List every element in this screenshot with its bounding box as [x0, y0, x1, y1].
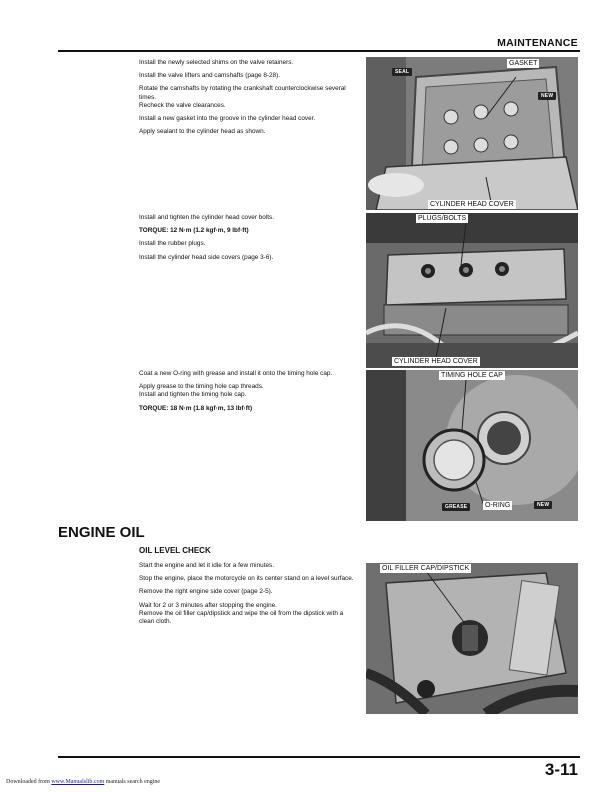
- label-plugs-bolts: PLUGS/BOLTS: [418, 215, 467, 222]
- tag-new: NEW: [534, 501, 552, 509]
- paragraph: Wait for 2 or 3 minutes after stopping the engine.: [139, 601, 277, 609]
- paragraph: Rotate the camshafts by rotating the crankshaft counterclockwise several times.: [139, 85, 346, 101]
- text-block-cover-install: [139, 214, 357, 267]
- paragraph: Install a new gasket into the groove in the cylinder head cover.: [139, 115, 316, 123]
- paragraph: Remove the right engine side cover (page 2-5).: [139, 588, 273, 596]
- photo-gasket: [366, 57, 578, 210]
- footer-rule: [58, 756, 580, 758]
- torque-spec: TORQUE: 18 N·m (1.8 kgf·m, 13 lbf·ft): [139, 404, 253, 412]
- section-heading-engine-oil: ENGINE OIL: [58, 524, 145, 541]
- paragraph: Start the engine and let it idle for a few minutes.: [139, 562, 274, 569]
- paragraph: Recheck the valve clearances.: [139, 101, 226, 109]
- paragraph: Install the valve lifters and camshafts (page 8-28).: [139, 72, 281, 80]
- paragraph: Coat a new O-ring with grease and install it onto the timing hole cap.: [139, 370, 333, 377]
- page-number: 3-11: [544, 760, 578, 779]
- oil-filler-photo-illustration: [366, 563, 578, 714]
- footer-link[interactable]: www.Manualslib.com: [51, 779, 105, 785]
- paragraph: Install and tighten the timing hole cap.: [139, 391, 247, 399]
- timing-cap-photo-illustration: [366, 370, 578, 521]
- download-footer: [6, 779, 160, 785]
- subheading-oil-level-check: OIL LEVEL CHECK: [139, 546, 211, 555]
- footer-suffix: manuals search engine: [105, 779, 161, 785]
- header-rule: [58, 50, 580, 52]
- photo-oil-filler-cap: [366, 563, 578, 714]
- paragraph: Remove the oil filler cap/dipstick and wipe the oil from the dipstick with a clean cloth.: [139, 609, 344, 626]
- torque-spec: TORQUE: 12 N·m (1.2 kgf·m, 9 lbf·ft): [139, 227, 249, 235]
- photo-plugs-bolts: [366, 213, 578, 368]
- label-o-ring: O-RING: [485, 502, 511, 509]
- gasket-photo-illustration: [366, 57, 578, 210]
- label-cylinder-head-cover: CYLINDER HEAD COVER: [394, 358, 478, 365]
- tag-new: NEW: [538, 92, 556, 100]
- tag-seal: SEAL: [392, 68, 412, 76]
- paragraph: Apply grease to the timing hole cap threads.: [139, 383, 264, 391]
- plugs-photo-illustration: [366, 213, 578, 368]
- label-gasket: GASKET: [509, 60, 538, 67]
- label-timing-hole-cap: TIMING HOLE CAP: [441, 372, 503, 379]
- paragraph: Install the newly selected shims on the valve retainers.: [139, 59, 294, 66]
- tag-grease: GREASE: [442, 503, 470, 511]
- paragraph: Install the cylinder head side covers (page 3-6).: [139, 253, 274, 261]
- text-block-oil-check: [139, 562, 357, 631]
- text-block-timing-cap: [139, 370, 357, 418]
- photo-timing-hole-cap: [366, 370, 578, 521]
- label-cylinder-head-cover: CYLINDER HEAD COVER: [430, 201, 514, 208]
- paragraph: Install the rubber plugs.: [139, 240, 206, 248]
- paragraph: Stop the engine, place the motorcycle on its center stand on a level surface.: [139, 575, 354, 583]
- paragraph: Install and tighten the cylinder head cover bolts.: [139, 214, 274, 221]
- label-oil-filler-cap: OIL FILLER CAP/DIPSTICK: [382, 565, 470, 572]
- text-block-valve-install: [139, 59, 357, 141]
- section-title: MAINTENANCE: [497, 37, 578, 49]
- footer-prefix: Downloaded from: [6, 779, 50, 785]
- paragraph: Apply sealant to the cylinder head as shown.: [139, 128, 266, 136]
